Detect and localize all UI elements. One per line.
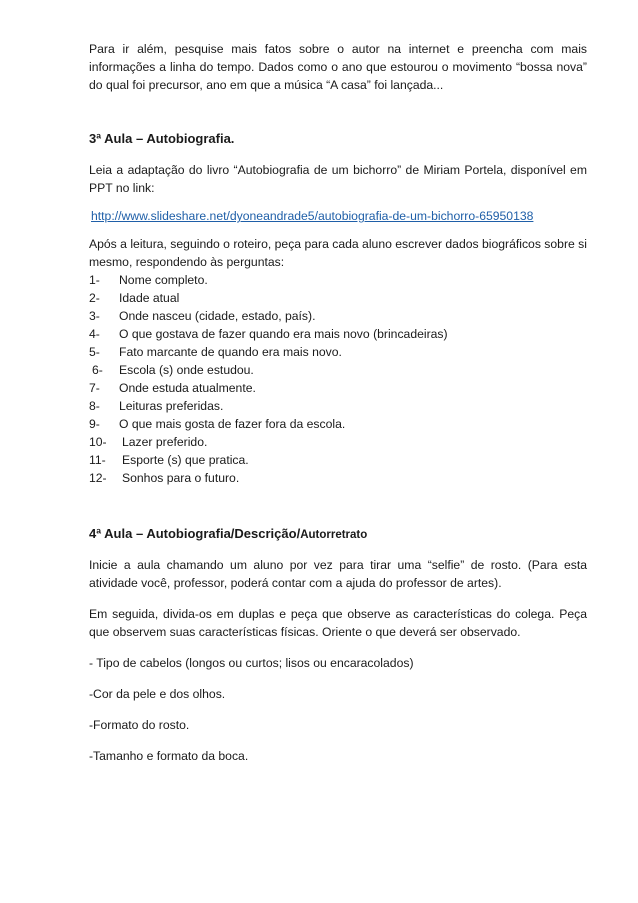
- list-item: 5- Fato marcante de quando era mais novo.: [89, 345, 342, 359]
- list-item: 9- O que mais gosta de fazer fora da escola.: [89, 417, 346, 431]
- list-item: 8- Leituras preferidas.: [89, 399, 224, 413]
- slideshare-link[interactable]: http://www.slideshare.net/dyoneandrade5/autobiografia-de-um-bichorro-65950138: [91, 209, 534, 223]
- section-3-instruction: Leia a adaptação do livro “Autobiografia de um bichorro” de Miriam Portela, disponível em PPT no link:: [89, 163, 587, 195]
- list-item: 12- Sonhos para o futuro.: [89, 471, 240, 485]
- list-item: 3- Onde nasceu (cidade, estado, país).: [89, 309, 316, 323]
- list-item: 1- Nome completo.: [89, 273, 208, 287]
- list-item: 7- Onde estuda atualmente.: [89, 381, 256, 395]
- list-item: -Tamanho e formato da boca.: [89, 749, 249, 763]
- section-4-paragraph-2: Em seguida, divida-os em duplas e peça que observe as características do colega. Peça que observem suas características físicas. Oriente o que deverá ser observado.: [89, 607, 587, 639]
- after-reading-paragraph: Após a leitura, seguindo o roteiro, peça para cada aluno escrever dados biográficos sobre si mesmo, respondendo às perguntas:: [89, 237, 587, 269]
- intro-paragraph: Para ir além, pesquise mais fatos sobre o autor na internet e preencha com mais informações a linha do tempo. Dados como o ano que estourou o movimento “bossa nova” do qual foi precursor, ano em que a música “A casa” foi lançada...: [89, 42, 587, 92]
- list-item: 10- Lazer preferido.: [89, 435, 208, 449]
- list-item: -Formato do rosto.: [89, 718, 190, 732]
- list-item: 4- O que gostava de fazer quando era mais novo (brincadeiras): [89, 327, 448, 341]
- document-page: [89, 40, 587, 765]
- questions-list: [89, 271, 587, 487]
- section-4-paragraph-1: Inicie a aula chamando um aluno por vez para tirar uma “selfie” de rosto. (Para esta atividade você, professor, poderá contar com a ajuda do professor de artes).: [89, 558, 587, 590]
- section-4-title: 4ª Aula – Autobiografia/Descrição/Autorretrato: [89, 526, 368, 541]
- list-item: -Cor da pele e dos olhos.: [89, 687, 226, 701]
- list-item: 11- Esporte (s) que pratica.: [89, 453, 249, 467]
- list-item: - Tipo de cabelos (longos ou curtos; lisos ou encaracolados): [89, 656, 414, 670]
- list-item: 2- Idade atual: [89, 291, 180, 305]
- list-item: 6- Escola (s) onde estudou.: [92, 363, 254, 377]
- section-3-title: 3ª Aula – Autobiografia.: [89, 131, 235, 146]
